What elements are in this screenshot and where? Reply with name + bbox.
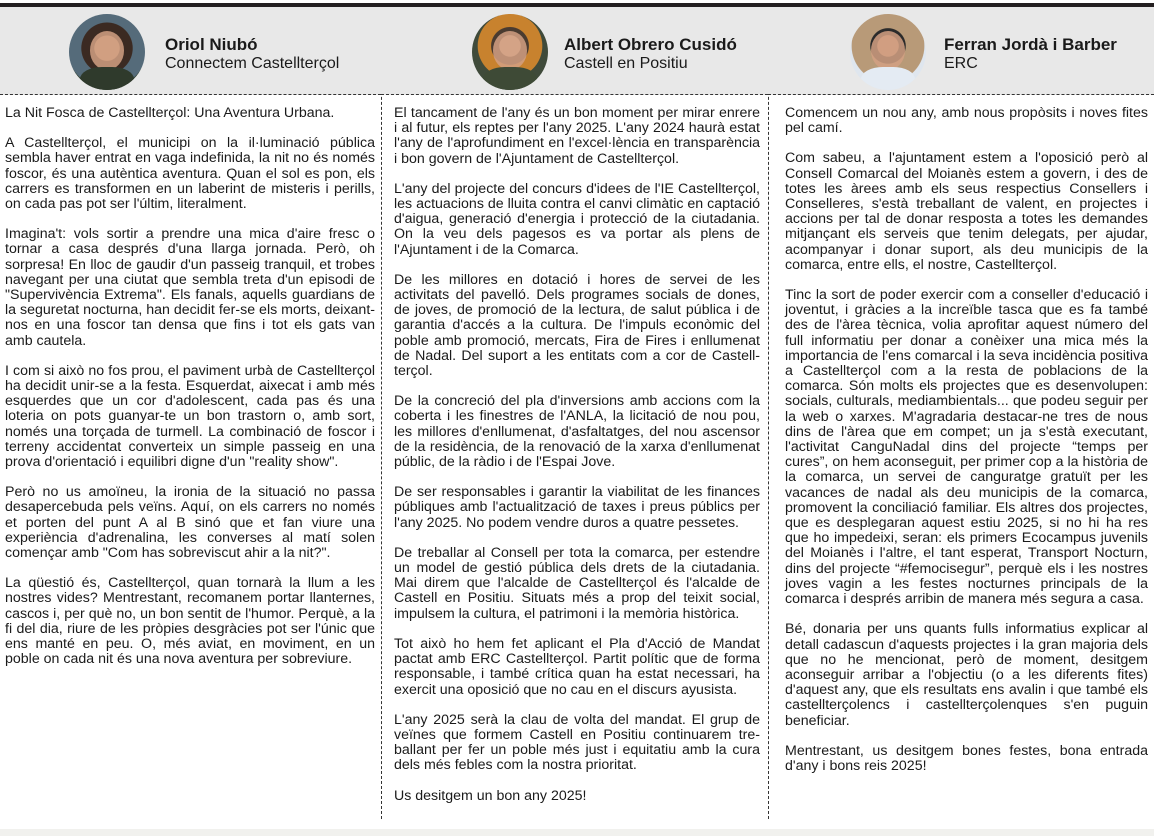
author-header [0,7,381,95]
author-name: Oriol Niubó [165,35,258,54]
author-party: ERC [944,55,978,72]
column-body [768,95,1154,774]
paragraph: De treballar al Consell per tota la comarca, per estendre un model de gestió pública dels drets de la ciutadania. Mai direm que l'alcalde de Castellterçol és l'alcalde de Castell en Positiu. Situats més a prop del teixit social, impulsem la cultura, el patrimoni i la memòria històrica. [394,544,760,622]
author-header [768,7,1154,95]
paragraph: Tinc la sort de poder exercir com a conseller d'educació i joventut, i gràcies a la increïble tasca que es fa també des de l'àrea tècnica, volia aprofitar aquest número del full informatiu per donar a conèixer una mica més la importancia de l'ens comarcal i la seva incidència positiva a Castellterçol com a la resta de poblacions de la comarca. Són molts els projectes que es desenvolupen: socials, culturals, mediambientals... que podeu seguir per la web o xarxes. M'agradaria destacar-ne tres de nous dins de l'àrea que em compet; un ja s'està executant, l'activitat CanguNadal dins del projecte “temps per cures”, on hem aconseguit, per primer cop a la història de la comarca, un servei de canguratge gratuït per les vacances de nadal als deu municipis de la comarca, promovent la conciliació familiar. Els altres dos projectes, que es desplegaran aquest estiu 2025, si no hi ha res que ho impedeixi, seran: els primers Ecocampus juvenils del Moianès i l'altre, el tant esperat, Transport Nocturn, dins del projecte “#femocisegur”, perquè els i les nostres joves vagin a les festes nocturnes principals de la comarca i després arribin de manera més segura a casa. [785,287,1148,608]
face-shape [90,31,125,71]
author-photo [69,14,145,90]
author-name: Ferran Jordà i Barber [944,35,1117,54]
paragraph: Però no us amoïneu, la ironia de la situació no passa desapercebuda pels veïns. Aquí, on els carrers no només et porten del punt A al B sinó que et fan viure una experiència d'adrenalina, les converses al matí solen començar amb "Com has sobreviscut ahir a la nit?". [5,484,375,562]
author-info [944,35,1117,73]
paragraph: L'any 2025 serà la clau de volta del mandat. El grup de veïnes que formem Castell en Positiu continuarem treballant per fer un poble més just i equitatiu amb la cura dels més febles com la nostra prioritat. [394,711,760,774]
paragraph: Com sabeu, a l'ajuntament estem a l'oposició però al Consell Comarcal del Moianès estem a govern, i des de totes les àrees amb els seus respectius Consellers i Conselleres, s'està treballant de valent, en projectes i accions per tal de donar resposta a totes les demandes mitjançant els serveis que tenim delegats, per ajudar, acompanyar i donar suport, als deu municipis de la comarca, entre ells, el nostre, Castellterçol. [785,150,1148,273]
body-shape [861,67,916,90]
column-body [0,95,381,668]
paragraph: Tot això ho hem fet aplicant el Pla d'Acció de Mandat pactat amb ERC Castellterçol. Partit polític que de forma responsable, i també crítica quan ha estat necessari, ha exercit una oposició que no cau en el discurs ayusista. [394,635,760,698]
author-name: Albert Obrero Cusidó [564,35,737,54]
bottom-margin [0,829,1154,836]
paragraph: La Nit Fosca de Castellterçol: Una Aventura Urbana. [5,105,335,121]
author-info [165,35,339,73]
column-body [381,95,768,804]
body-shape [80,67,135,90]
column-divider [768,17,769,819]
column-ferran-jorda [768,7,1154,829]
paragraph: Bé, donaria per uns quants fulls informatius explicar al detall cadascun d'aquests projectes i la gran majoria dels que no he mencionat, però de moment, desitgem aconseguir arribar a l'objectiu (o a les diferents fites) d'aquest any, que els resultats ens avalin i que també els castellterçolencs i castellterçolenques s'en puguin beneficiar. [785,621,1148,729]
face-shape [493,31,528,71]
author-info [564,35,737,73]
author-party: Castell en Positiu [564,55,688,72]
author-photo [850,14,926,90]
column-divider [381,17,382,819]
paragraph: Mentrestant, us desitgem bones festes, bona entrada d'any i bons reis 2025! [785,742,1148,774]
paragraph: Us desitgem un bon any 2025! [394,787,587,804]
paragraph: I com si això no fos prou, el paviment urbà de Castellterçol ha decidit unir-se a la festa. Esquerdat, aixecat i amb més esquerdes que un cor d'adolescent, cada pas és una loteria on pots guanyar-te un bon trastorn o, amb sort, només una torçada de turmell. La combinació de foscor i terreny accidentat converteix un simple passeig en una prova d'orientació i equilibri digne d'un "reality show". [5,362,375,471]
paragraph: Imagina't: vols sortir a prendre una mica d'aire fresc o tornar a casa després d'una llarga jornada. Però, oh sorpresa! En lloc de gaudir d'un passeig tranquil, et trobes navegant per una ciutat que sembla treta d'un episodi de "Supervivència Extrema". Els fanals, aquells guardians de la seguretat nocturna, han decidit fer-se els morts, deixant-nos en una foscor tan densa que fins i tot els gats van amb cautela. [5,226,375,349]
opinion-columns [0,7,1154,829]
paragraph: De les millores en dotació i hores de servei de les activitats del pavelló. Dels programes socials de dones, de joves, de promoció de la lectura, de salut pública i de garantia d'accés a la cultura. De l'impuls econòmic del poble amb promoció, mercats, Fira de Fires i enllumenat de Nadal. Del suport a les entitats com a cor de Castellterçol. [394,271,760,380]
paragraph: De ser responsables i garantir la viabilitat de les finances públiques amb l'actualització de taxes i preus públics per l'any 2025. No podem vendre duros a quatre pessetes. [394,484,760,531]
paragraph: Comencem un nou any, amb nous propòsits i noves fites pel camí. [785,105,1148,137]
column-oriol-niubo [0,7,381,829]
paragraph: De la concreció del pla d'inversions amb accions com la coberta i les finestres de l'ANLA, la licitació de nou pou, les millores d'enllumenat, d'asfaltatges, del nou ascensor de la residència, de la renovació de la xarxa d'enllumenat públic, de la ràdio i de l'Espai Jove. [394,393,760,471]
author-party: Connectem Castellterçol [165,55,340,72]
paragraph: L'any del projecte del concurs d'idees de l'IE Castellterçol, les actuacions de lluita contra el canvi climàtic en captació d'aigua, generació d'energia i protecció de la ciutadania. On la veu dels pagesos es va portar als plens de l'Ajuntament i de la Comarca. [394,180,760,258]
paragraph: La qüestió és, Castellterçol, quan tornarà la llum a les nostres vides? Mentrestant, recomanem portar llanternes, cascos i, per què no, un bon sentit de l'humor. Perquè, a la fi del dia, riure de les pròpies desgràcies pot ser l'únic que ens manté en peu. O, més aviat, en moviment, en un poble on cada nit és una nova aventura per sobreviure. [5,575,375,668]
body-shape [483,67,538,90]
face-shape [871,31,906,71]
author-header [381,7,768,95]
author-photo [472,14,548,90]
paragraph: El tancament de l'any és un bon moment per mirar enrere i al futur, els reptes per l'any 2025. L'any 2024 haurà estat l'any de l'aprofundiment en l'excel·lència en transparència i bon govern de l'Ajuntament de Castellterçol. [394,105,760,167]
paragraph: A Castellterçol, el municipi on la il·luminació pública sembla haver entrat en vaga indefinida, la nit no és només foscor, és una autèntica aventura. Quan el sol es pon, els carrers es transformen en un laberint de misteris i perills, on cada pas pot ser l'últim, literalment. [5,135,375,213]
column-albert-obrero [381,7,768,829]
